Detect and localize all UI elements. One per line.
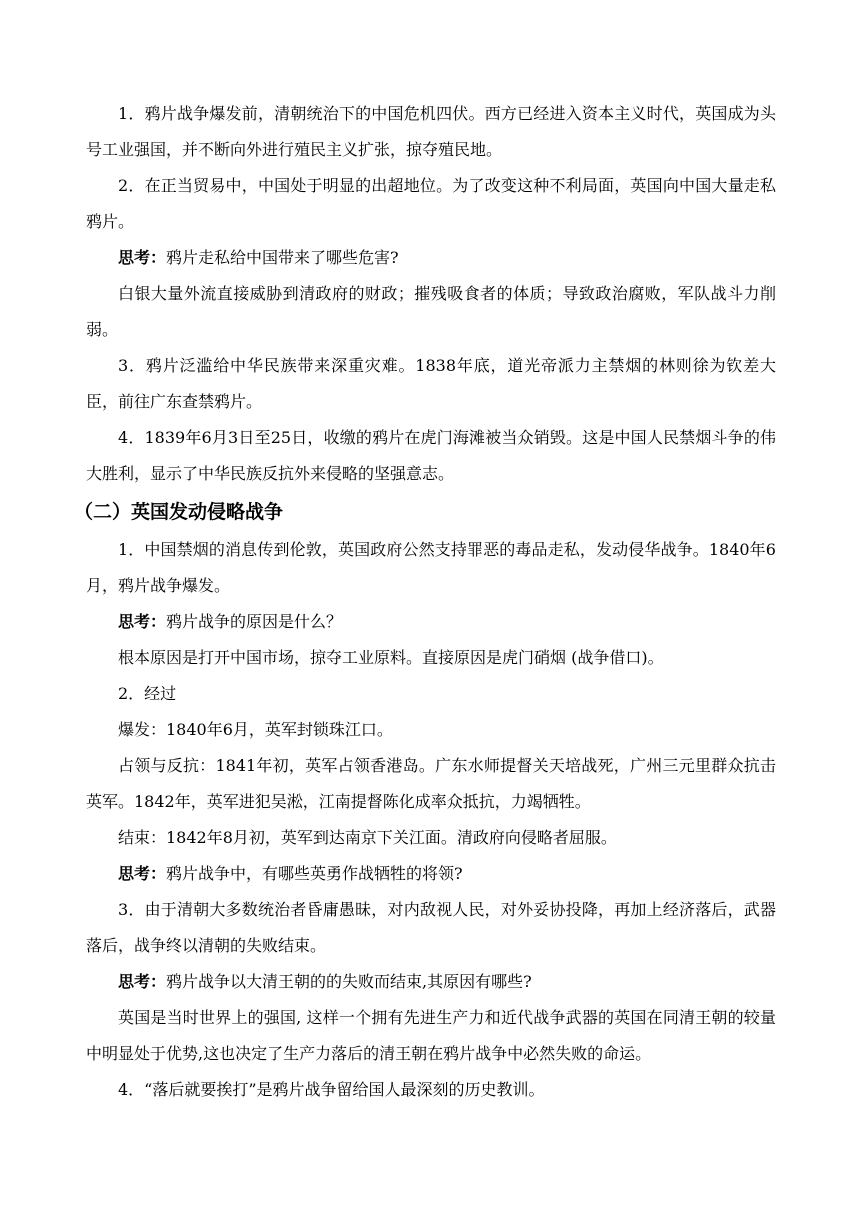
paragraph-lin-zexu: 3．鸦片泛滥给中华民族带来深重灾难。1838年底，道光帝派力主禁烟的林则徐为钦差大臣，前往广东查禁鸦片。 [86, 356, 776, 411]
think-text: 鸦片战争的原因是什么？ [166, 612, 343, 631]
course-outbreak: 爆发：1840年6月，英军封锁珠江口。 [118, 720, 393, 739]
think-label: 思考： [118, 612, 167, 631]
paragraph-lesson: 4．“落后就要挨打”是鸦片战争留给国人最深刻的历史教训。 [118, 1080, 545, 1099]
paragraph-humen: 4．1839年6月3日至25日，收缴的鸦片在虎门海滩被当众销毁。这是中国人民禁烟斗争的伟大胜利，显示了中华民族反抗外来侵略的坚强意志。 [86, 428, 776, 483]
document-body [74, 96, 776, 1108]
paragraph-trade: 2．在正当贸易中，中国处于明显的出超地位。为了改变这种不利局面，英国向中国大量走私鸦片。 [86, 176, 776, 231]
course-title: 2．经过 [118, 684, 177, 703]
answer-4: 英国是当时世界上的强国, 这样一个拥有先进生产力和近代战争武器的英国在同清王朝的较量中明显处于优势,这也决定了生产力落后的清王朝在鸦片战争中必然失败的命运。 [86, 1008, 776, 1063]
course-occupation: 占领与反抗：1841年初，英军占领香港岛。广东水师提督关天培战死，广州三元里群众抗击英军。1842年，英军进犯吴淞，江南提督陈化成率众抵抗，力竭牺牲。 [86, 756, 776, 811]
answer-1: 白银大量外流直接威胁到清政府的财政；摧残吸食者的体质；导致政治腐败，军队战斗力削弱。 [86, 284, 776, 339]
think-question-3 [86, 856, 776, 892]
paragraph-war-outbreak: 1．中国禁烟的消息传到伦敦，英国政府公然支持罪恶的毒品走私，发动侵华战争。1840年6月，鸦片战争爆发。 [86, 540, 776, 595]
answer-2: 根本原因是打开中国市场，掠夺工业原料。直接原因是虎门硝烟 (战争借口)。 [118, 648, 664, 667]
think-label: 思考： [118, 864, 167, 883]
section-heading: （二）英国发动侵略战争 [74, 501, 284, 523]
think-question-1 [86, 240, 776, 276]
think-label: 思考： [118, 248, 167, 267]
paragraph-defeat: 3．由于清朝大多数统治者昏庸愚昧，对内敌视人民，对外妥协投降，再加上经济落后，武器落后，战争终以清朝的失败结束。 [86, 900, 776, 955]
think-text: 鸦片战争以大清王朝的的失败而结束,其原因有哪些? [166, 972, 532, 991]
think-text: 鸦片走私给中国带来了哪些危害? [166, 248, 399, 267]
think-text: 鸦片战争中，有哪些英勇作战牺牲的将领? [166, 864, 463, 883]
think-question-4 [86, 964, 776, 1000]
paragraph-background: 1．鸦片战争爆发前，清朝统治下的中国危机四伏。西方已经进入资本主义时代，英国成为头号工业强国，并不断向外进行殖民主义扩张，掠夺殖民地。 [86, 104, 776, 159]
think-label: 思考： [118, 972, 167, 991]
course-ending: 结束：1842年8月初，英军到达南京下关江面。清政府向侵略者屈服。 [118, 828, 617, 847]
think-question-2 [86, 604, 776, 640]
